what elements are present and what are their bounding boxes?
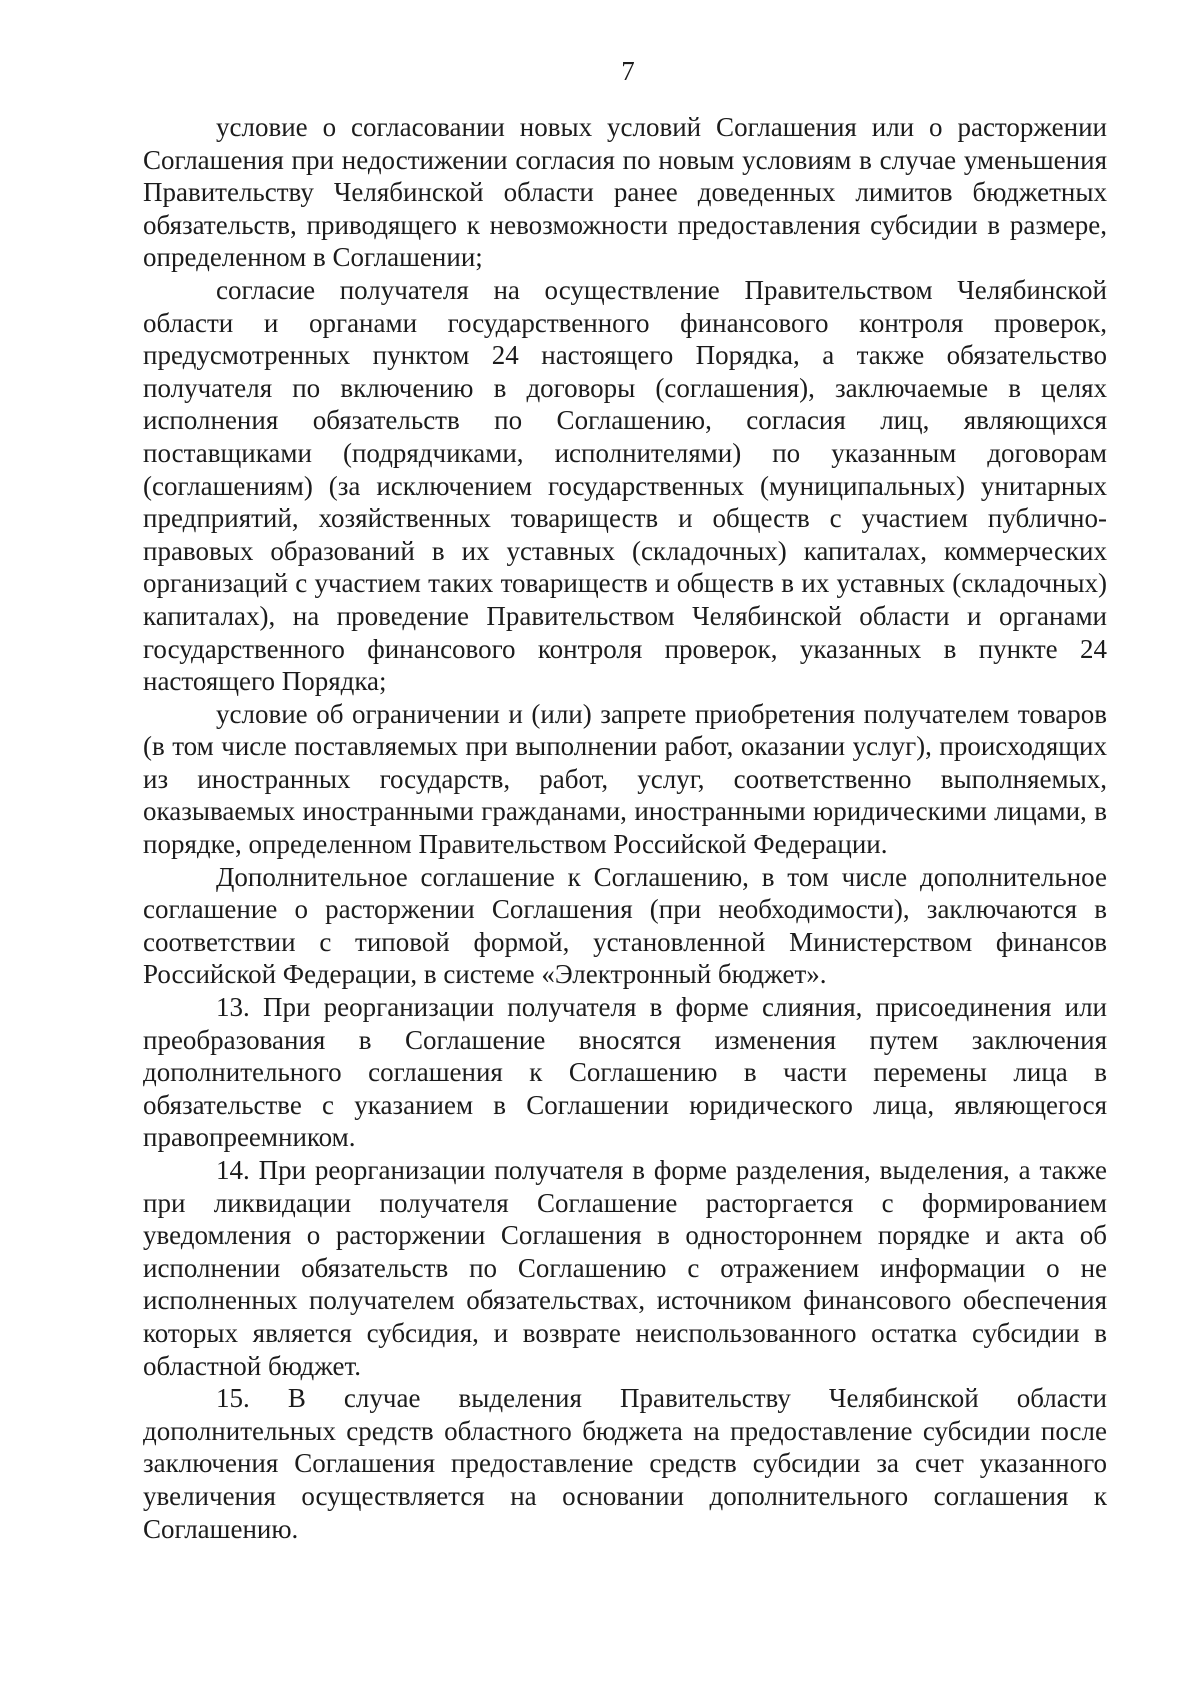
paragraph-agreement-termination-condition: условие о согласовании новых условий Соглашения или о расторжении Соглашения при недостижении согласия по новым условиям в случае уменьшения Правительству Челябинской области ранее доведенных лимитов бюджетных обязательств, приводящего к невозможности предоставления субсидии в размере, определенном в Соглашении; (143, 112, 1107, 273)
paragraph-foreign-goods-restriction: условие об ограничении и (или) запрете приобретения получателем товаров (в том числе поставляемых при выполнении работ, оказании услуг), происходящих из иностранных государств, работ, услуг, соответственно выполняемых, оказываемых иностранными гражданами, иностранными юридическими лицами, в порядке, определенном Правительством Российской Федерации. (143, 698, 1107, 860)
paragraph-14-reorganization-division: 14. При реорганизации получателя в форме разделения, выделения, а также при ликвидации получателя Соглашение расторгается с формированием уведомления о расторжении Соглашения в одностороннем порядке и акта об исполнении обязательств по Соглашению с отражением информации о не исполненных получателем обязательствах, источником финансового обеспечения которых является субсидия, и возврате неиспользованного остатка субсидии в областной бюджет. (143, 1155, 1107, 1381)
paragraph-13-reorganization-merger: 13. При реорганизации получателя в форме слияния, присоединения или преобразования в Соглашение вносятся изменения путем заключения дополнительного соглашения к Соглашению в части перемены лица в обязательстве с указанием в Соглашении юридического лица, являющегося правопреемником. (143, 992, 1107, 1153)
document-body (143, 111, 1107, 1545)
paragraph-additional-agreement: Дополнительное соглашение к Соглашению, в том числе дополнительное соглашение о расторжении Соглашения (при необходимости), заключаются в соответствии с типовой формой, установленной Министерством финансов Российской Федерации, в системе «Электронный бюджет». (143, 861, 1107, 990)
page-number: 7 (621, 56, 635, 86)
paragraph-15-additional-funds: 15. В случае выделения Правительству Челябинской области дополнительных средств областного бюджета на предоставление субсидии после заключения Соглашения предоставление средств субсидии за счет указанного увеличения осуществляется на основании дополнительного соглашения к Соглашению. (143, 1383, 1107, 1544)
paragraph-recipient-consent-inspections: согласие получателя на осуществление Правительством Челябинской области и органами государственного финансового контроля проверок, предусмотренных пунктом 24 настоящего Порядка, а также обязательство получателя по включению в договоры (соглашения), заключаемые в целях исполнения обязательств по Соглашению, согласия лиц, являющихся поставщиками (подрядчиками, исполнителями) по указанным договорам (соглашениям) (за исключением государственных (муниципальных) унитарных предприятий, хозяйственных товариществ и обществ с участием публично-правовых образований в их уставных (складочных) капиталах, коммерческих организаций с участием таких товариществ и обществ в их уставных (складочных) капиталах), на проведение Правительством Челябинской области и органами государственного финансового контроля проверок, указанных в пункте 24 настоящего Порядка; (143, 274, 1107, 697)
